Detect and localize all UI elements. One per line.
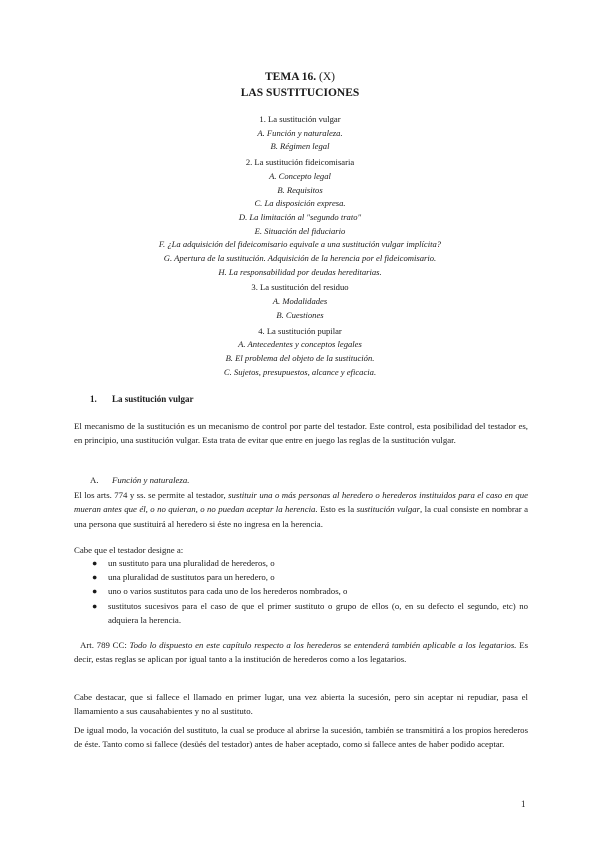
paragraph-text: Esto es la [317, 504, 357, 515]
paragraph-lead: Cabe que el testador designe a: [74, 545, 184, 555]
paragraph-text: , la cual consiste en nombrar a una persona que sustituirá al heredero si éste no ingresa en la herencia. [74, 504, 528, 529]
toc-section[interactable]: 1. La sustitución vulgar [259, 114, 341, 124]
toc-item[interactable]: E. Situación del fiduciario [254, 225, 346, 236]
article-reference: Art. 789 CC: [80, 640, 130, 650]
section-number: 1. [90, 394, 97, 404]
toc-item[interactable]: A. Concepto legal [269, 170, 331, 181]
page-subtitle: LAS SUSTITUCIONES [240, 87, 360, 99]
list-item [74, 556, 528, 570]
paragraph-definition [74, 488, 528, 531]
page-number: 1 [521, 799, 526, 809]
toc-item[interactable]: D. La limitación al "segundo trato" [238, 211, 362, 222]
article-comment: Es decir, estas reglas se aplican por igual tanto a la institución de herederos como a los legatarios. [74, 640, 528, 665]
section-intro-paragraph: El mecanismo de la sustitución es un mecanismo de control por parte del testador. Este control, esta posibilidad del testador es, en principio, una sustitución vulgar. Esta trata de evitar que entre en juego las reglas de la sustitución vulgar. [74, 421, 528, 446]
list-item-text: una pluralidad de sustitutos para un heredero, o [108, 572, 275, 583]
subsection-heading [90, 475, 189, 485]
list-item [74, 584, 528, 598]
toc-item[interactable]: F. ¿La adquisición del fideicomisario equivale a una sustitución vulgar implícita? [158, 239, 442, 250]
paragraph-text: El los arts. 774 y ss. se permite al testador, [74, 490, 229, 500]
title-main: TEMA 16. [265, 71, 317, 83]
list-item [74, 599, 528, 627]
section-heading [90, 394, 194, 404]
page-title [0, 71, 600, 83]
list-item-text: un sustituto para una pluralidad de herederos, o [108, 558, 275, 568]
bullet-icon: ● [92, 558, 98, 568]
toc-item[interactable]: C. Sujetos, presupuestos, alcance y eficacia. [223, 366, 377, 377]
toc-section[interactable]: 3. La sustitución del residuo [251, 282, 349, 293]
bullet-icon: ● [92, 586, 98, 597]
table-of-contents [0, 113, 600, 379]
toc-item[interactable]: G. Apertura de la sustitución. Adquisición de la herencia por el fideicomisario. [163, 253, 437, 264]
subsection-title: Función y naturaleza. [112, 475, 190, 485]
toc-item[interactable]: A. Modalidades [272, 296, 328, 307]
list-item [74, 570, 528, 584]
list-item-text: uno o varios sustitutos para cada uno de los herederos nombrados, o [108, 586, 348, 597]
paragraph-emphasis: sustituir una o más personas al heredero o herederos instituidos para el caso en que mueran antes que él, o no quieran, o no puedan aceptar la herencia. [74, 490, 529, 515]
section-title: La sustitución vulgar [112, 394, 194, 404]
article-text: Todo lo dispuesto en este capítulo respecto a los herederos se entenderá también aplicable a los legatarios. [129, 640, 517, 650]
title-roman: (X) [316, 71, 335, 83]
article-quote [74, 638, 528, 667]
subsection-number: A. [90, 475, 99, 485]
toc-item[interactable]: B. El problema del objeto de la sustitución. [225, 352, 375, 363]
toc-item[interactable]: B. Cuestiones [276, 309, 324, 320]
bullet-icon: ● [92, 600, 98, 611]
paragraph-causahabientes: Cabe destacar, que si fallece el llamado en primer lugar, una vez abierta la sucesión, pero sin aceptar ni repudiar, pasa el llamamiento a sus causahabientes y no al sustituto. [74, 692, 528, 717]
toc-item[interactable]: A. Antecedentes y conceptos legales [238, 339, 362, 350]
toc-item[interactable]: A. Función y naturaleza. [257, 127, 343, 138]
list-item-text: sustitutos sucesivos para el caso de que el primer sustituto o grupo de ellos (o, en su defecto el segundo, etc) no adquiera la herencia. [108, 600, 528, 625]
toc-item[interactable]: H. La responsabilidad por deudas hereditarias. [218, 266, 382, 277]
toc-item[interactable]: B. Requisitos [277, 184, 323, 195]
paragraph-emphasis: sustitución vulgar [356, 504, 421, 515]
bullet-list [74, 556, 528, 627]
toc-section[interactable]: 4. La sustitución pupilar [258, 325, 342, 336]
toc-section[interactable]: 2. La sustitución fideicomisaria [245, 157, 355, 168]
bullet-icon: ● [92, 572, 98, 583]
toc-item[interactable]: C. La disposición expresa. [254, 198, 346, 209]
toc-item[interactable]: B. Régimen legal [270, 141, 330, 152]
paragraph-vocacion: De igual modo, la vocación del sustituto, la cual se produce al abrirse la sucesión, también se transmitirá a los propios herederos de éste. Tanto como si fallece (desüés del testador) antes de haber aceptado, como si fallece antes de haber podido aceptar. [74, 725, 528, 750]
